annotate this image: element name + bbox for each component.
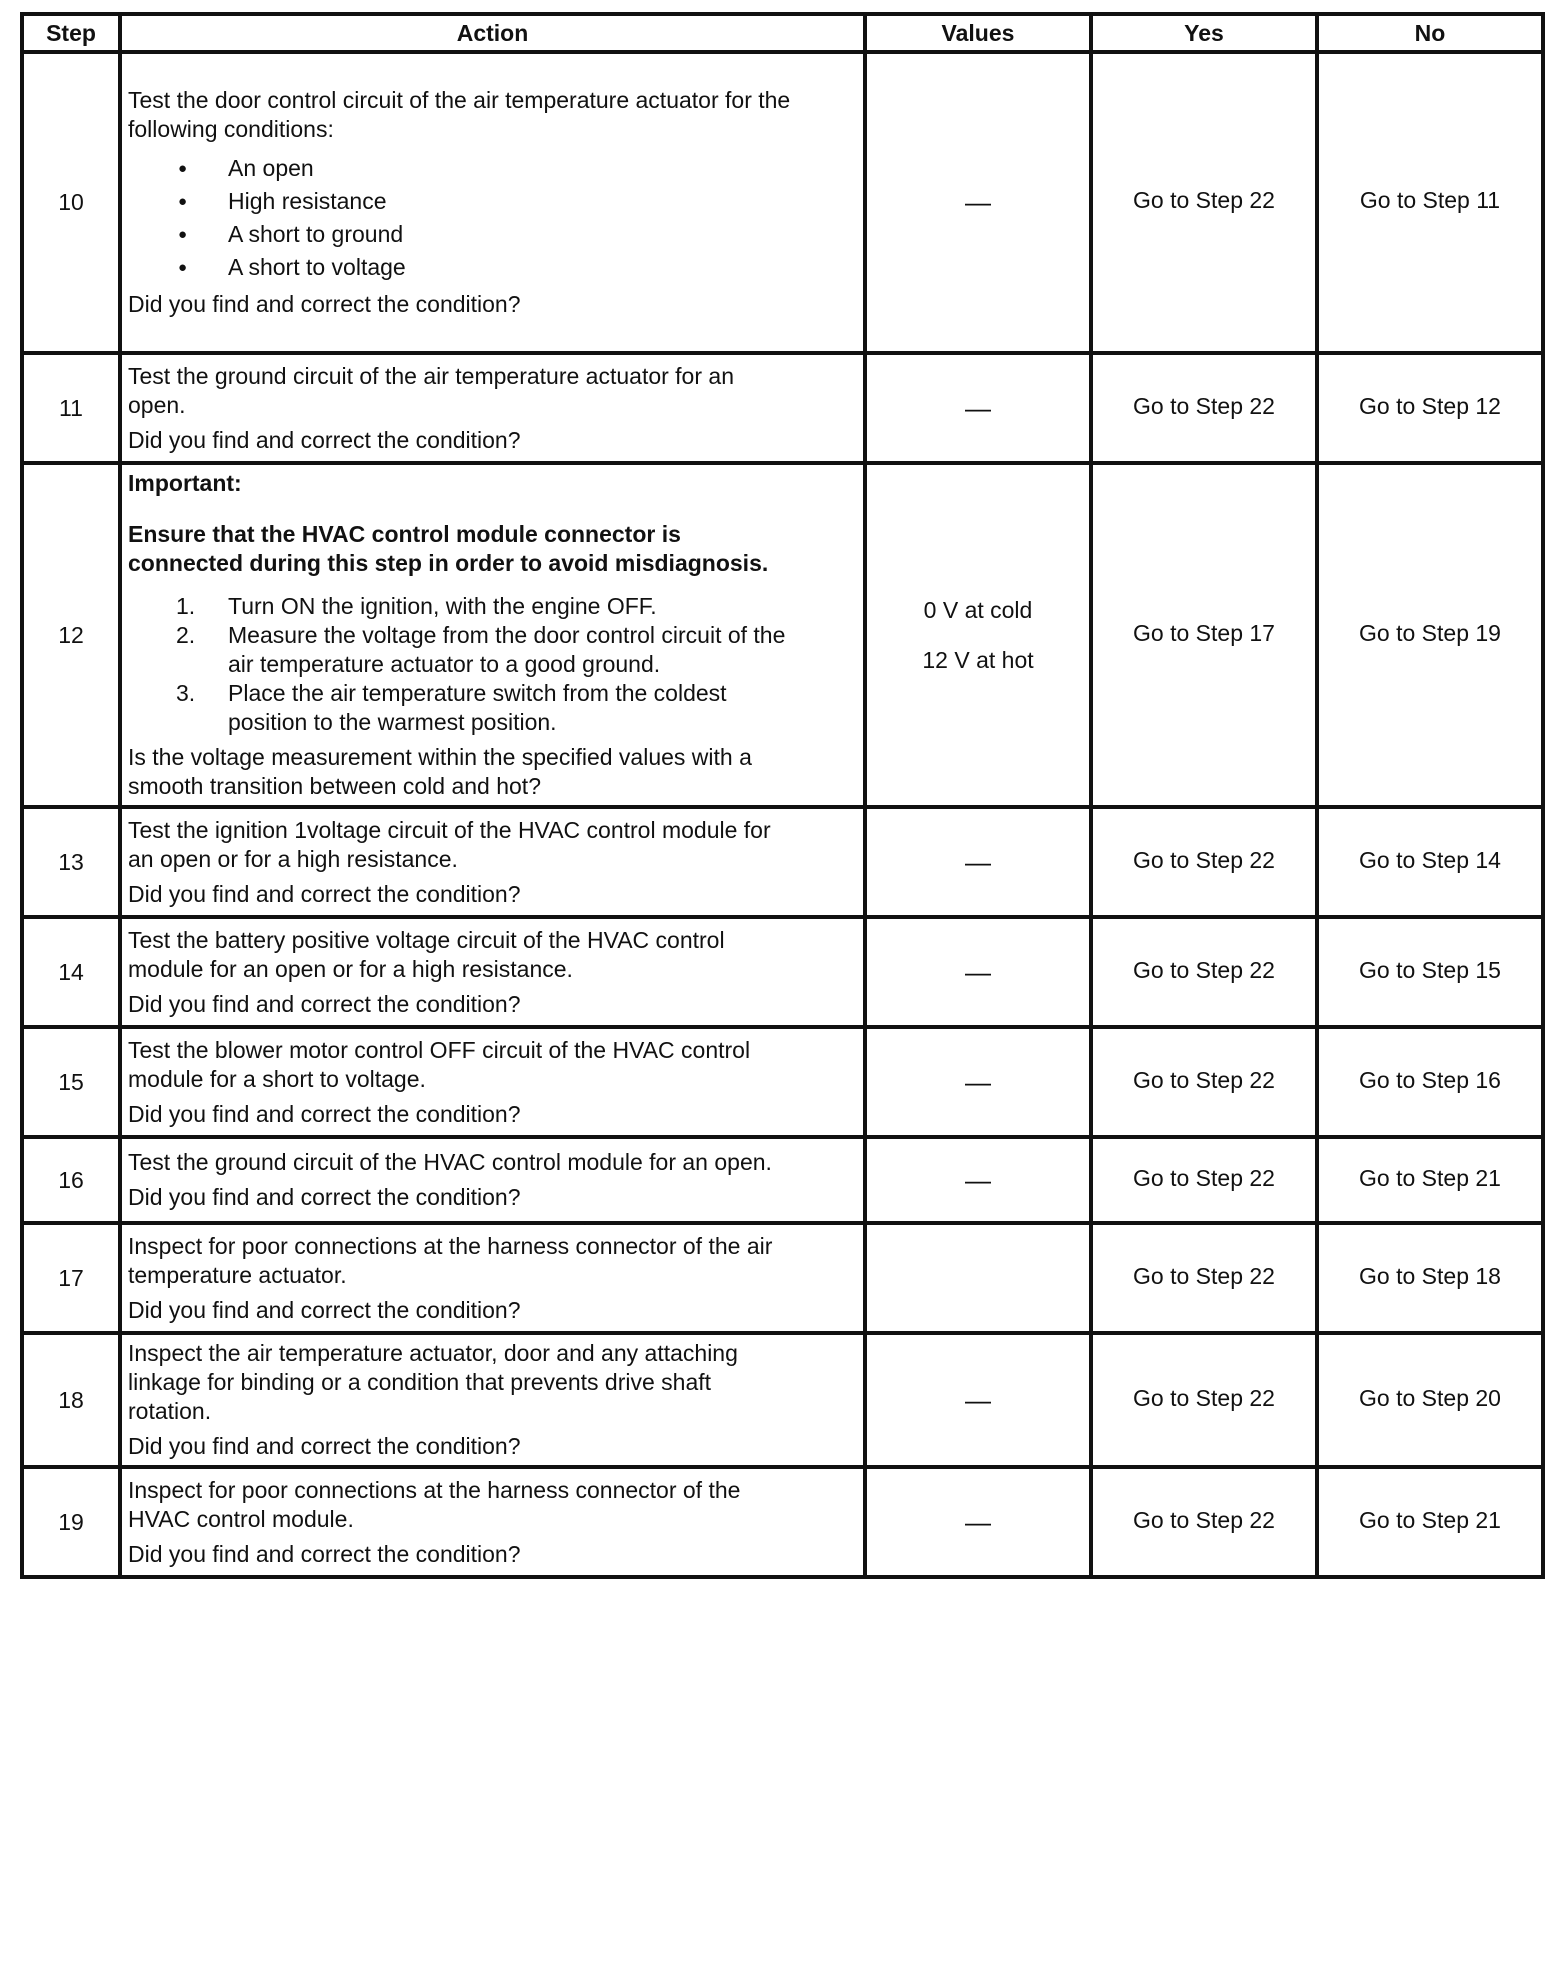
values-cell bbox=[865, 52, 1091, 353]
action-cell bbox=[120, 807, 865, 917]
important-text: Ensure that the HVAC control module connector is connected during this step in order to avoid misdiagnosis. bbox=[128, 521, 769, 576]
value-cold: 0 V at cold bbox=[923, 597, 1033, 623]
no-cell bbox=[1317, 1027, 1543, 1137]
action-question: Did you find and correct the condition? bbox=[128, 1296, 521, 1323]
step-text: Measure the voltage from the door control circuit of the air temperature actuator to a good ground. bbox=[228, 622, 786, 677]
no-cell bbox=[1317, 463, 1543, 807]
action-text: Test the door control circuit of the air temperature actuator for the following conditions: bbox=[128, 87, 791, 142]
action-question: Did you find and correct the condition? bbox=[128, 1433, 521, 1459]
step-number: 15 bbox=[22, 1027, 120, 1137]
action-cell bbox=[120, 1467, 865, 1577]
header-row bbox=[22, 14, 1543, 52]
no-goto: Go to Step 14 bbox=[1359, 846, 1501, 873]
table-row bbox=[22, 1223, 1543, 1333]
yes-cell bbox=[1091, 353, 1317, 463]
yes-goto: Go to Step 22 bbox=[1133, 392, 1275, 419]
no-cell bbox=[1317, 1467, 1543, 1577]
values-cell bbox=[865, 1027, 1091, 1137]
action-text: Inspect for poor connections at the harness connector of the air temperature actuator. bbox=[128, 1232, 773, 1288]
step-number: 16 bbox=[22, 1137, 120, 1223]
list-item bbox=[176, 679, 855, 737]
step-number: 11 bbox=[22, 353, 120, 463]
no-cell bbox=[1317, 807, 1543, 917]
header-no: No bbox=[1317, 14, 1543, 52]
values-dash: — bbox=[965, 392, 991, 423]
yes-goto: Go to Step 22 bbox=[1133, 1164, 1275, 1191]
list-item: ● A short to ground bbox=[228, 218, 855, 251]
yes-goto: Go to Step 22 bbox=[1133, 187, 1275, 213]
yes-cell bbox=[1091, 1137, 1317, 1223]
values-dash: — bbox=[965, 1164, 991, 1195]
list-item: ● A short to voltage bbox=[228, 251, 855, 284]
action-text: Test the battery positive voltage circuit of the HVAC control module for an open or for a high resistance. bbox=[128, 926, 725, 982]
yes-goto: Go to Step 22 bbox=[1133, 956, 1275, 983]
values-cell bbox=[865, 807, 1091, 917]
action-cell bbox=[120, 52, 865, 353]
action-question: Did you find and correct the condition? bbox=[128, 990, 521, 1017]
list-item bbox=[176, 592, 855, 621]
action-text: Test the ground circuit of the air temperature actuator for an open. bbox=[128, 362, 734, 418]
step-index: 2. bbox=[176, 622, 196, 648]
yes-cell bbox=[1091, 52, 1317, 353]
no-goto: Go to Step 21 bbox=[1359, 1506, 1501, 1533]
no-cell bbox=[1317, 1223, 1543, 1333]
action-text: Inspect the air temperature actuator, door and any attaching linkage for binding or a condition that prevents drive shaft rotation. bbox=[128, 1340, 738, 1424]
yes-cell bbox=[1091, 917, 1317, 1027]
step-number: 13 bbox=[22, 807, 120, 917]
no-cell bbox=[1317, 1137, 1543, 1223]
values-cell bbox=[865, 463, 1091, 807]
yes-goto: Go to Step 22 bbox=[1133, 1262, 1275, 1289]
value-hot: 12 V at hot bbox=[922, 647, 1034, 673]
values-cell bbox=[865, 917, 1091, 1027]
action-cell bbox=[120, 1027, 865, 1137]
list-item bbox=[176, 621, 855, 679]
action-cell bbox=[120, 353, 865, 463]
values-dash: — bbox=[965, 956, 991, 987]
action-question: Is the voltage measurement within the specified values with a smooth transition between cold and hot? bbox=[128, 744, 752, 799]
action-text: Test the blower motor control OFF circuit of the HVAC control module for a short to voltage. bbox=[128, 1036, 751, 1092]
no-cell bbox=[1317, 1333, 1543, 1467]
action-cell bbox=[120, 1137, 865, 1223]
action-question: Did you find and correct the condition? bbox=[128, 291, 521, 317]
values-cell bbox=[865, 353, 1091, 463]
step-number: 10 bbox=[22, 52, 120, 353]
no-cell bbox=[1317, 52, 1543, 353]
action-text: Test the ignition 1voltage circuit of the HVAC control module for an open or for a high resistance. bbox=[128, 816, 771, 872]
action-question: Did you find and correct the condition? bbox=[128, 1540, 521, 1567]
step-number: 17 bbox=[22, 1223, 120, 1333]
header-yes: Yes bbox=[1091, 14, 1317, 52]
no-goto: Go to Step 12 bbox=[1359, 392, 1501, 419]
diagnostic-table bbox=[20, 12, 1545, 1579]
no-goto: Go to Step 20 bbox=[1359, 1384, 1501, 1411]
step-text: Turn ON the ignition, with the engine OFF. bbox=[228, 593, 657, 619]
values-dash: — bbox=[965, 187, 991, 217]
yes-goto: Go to Step 22 bbox=[1133, 1506, 1275, 1533]
action-question: Did you find and correct the condition? bbox=[128, 1100, 521, 1127]
yes-cell bbox=[1091, 807, 1317, 917]
no-cell bbox=[1317, 353, 1543, 463]
no-goto: Go to Step 18 bbox=[1359, 1262, 1501, 1289]
table-row bbox=[22, 1027, 1543, 1137]
yes-cell bbox=[1091, 1333, 1317, 1467]
table-row bbox=[22, 807, 1543, 917]
values-dash: — bbox=[965, 846, 991, 877]
values-cell bbox=[865, 1137, 1091, 1223]
values-cell bbox=[865, 1467, 1091, 1577]
table-row bbox=[22, 353, 1543, 463]
step-text: Place the air temperature switch from the coldest position to the warmest position. bbox=[228, 680, 727, 735]
table-row bbox=[22, 1137, 1543, 1223]
action-question: Did you find and correct the condition? bbox=[128, 1184, 521, 1210]
table-row bbox=[22, 917, 1543, 1027]
values-cell bbox=[865, 1223, 1091, 1333]
step-index: 1. bbox=[176, 593, 196, 619]
list-item: ● High resistance bbox=[228, 185, 855, 218]
action-cell bbox=[120, 1333, 865, 1467]
list-item: ● An open bbox=[228, 152, 855, 185]
step-index: 3. bbox=[176, 680, 196, 706]
action-text: Inspect for poor connections at the harness connector of the HVAC control module. bbox=[128, 1476, 741, 1532]
no-goto: Go to Step 15 bbox=[1359, 956, 1501, 983]
values-dash: — bbox=[965, 1506, 991, 1537]
table-row bbox=[22, 1333, 1543, 1467]
table-row bbox=[22, 463, 1543, 807]
table-row bbox=[22, 1467, 1543, 1577]
no-goto: Go to Step 19 bbox=[1359, 619, 1501, 646]
table-row bbox=[22, 52, 1543, 353]
yes-cell bbox=[1091, 1223, 1317, 1333]
no-goto: Go to Step 21 bbox=[1359, 1164, 1501, 1191]
step-number: 19 bbox=[22, 1467, 120, 1577]
yes-cell bbox=[1091, 1467, 1317, 1577]
action-cell bbox=[120, 917, 865, 1027]
action-question: Did you find and correct the condition? bbox=[128, 426, 521, 453]
values-cell bbox=[865, 1333, 1091, 1467]
action-cell bbox=[120, 463, 865, 807]
yes-goto: Go to Step 22 bbox=[1133, 1066, 1275, 1093]
yes-goto: Go to Step 22 bbox=[1133, 1384, 1275, 1411]
header-action: Action bbox=[120, 14, 865, 52]
no-cell bbox=[1317, 917, 1543, 1027]
action-cell bbox=[120, 1223, 865, 1333]
values-dash: — bbox=[965, 1384, 991, 1415]
header-step: Step bbox=[22, 14, 120, 52]
yes-cell bbox=[1091, 463, 1317, 807]
action-text: Test the ground circuit of the HVAC control module for an open. bbox=[128, 1149, 772, 1175]
values-dash: — bbox=[965, 1066, 991, 1097]
yes-goto: Go to Step 17 bbox=[1133, 619, 1275, 646]
action-question: Did you find and correct the condition? bbox=[128, 880, 521, 907]
no-goto: Go to Step 11 bbox=[1359, 187, 1501, 213]
step-number: 14 bbox=[22, 917, 120, 1027]
step-number: 18 bbox=[22, 1333, 120, 1467]
procedure-list bbox=[128, 592, 855, 737]
condition-list bbox=[128, 152, 855, 284]
header-values: Values bbox=[865, 14, 1091, 52]
step-number: 12 bbox=[22, 463, 120, 807]
yes-cell bbox=[1091, 1027, 1317, 1137]
yes-goto: Go to Step 22 bbox=[1133, 846, 1275, 873]
no-goto: Go to Step 16 bbox=[1359, 1066, 1501, 1093]
important-title: Important: bbox=[128, 470, 242, 496]
